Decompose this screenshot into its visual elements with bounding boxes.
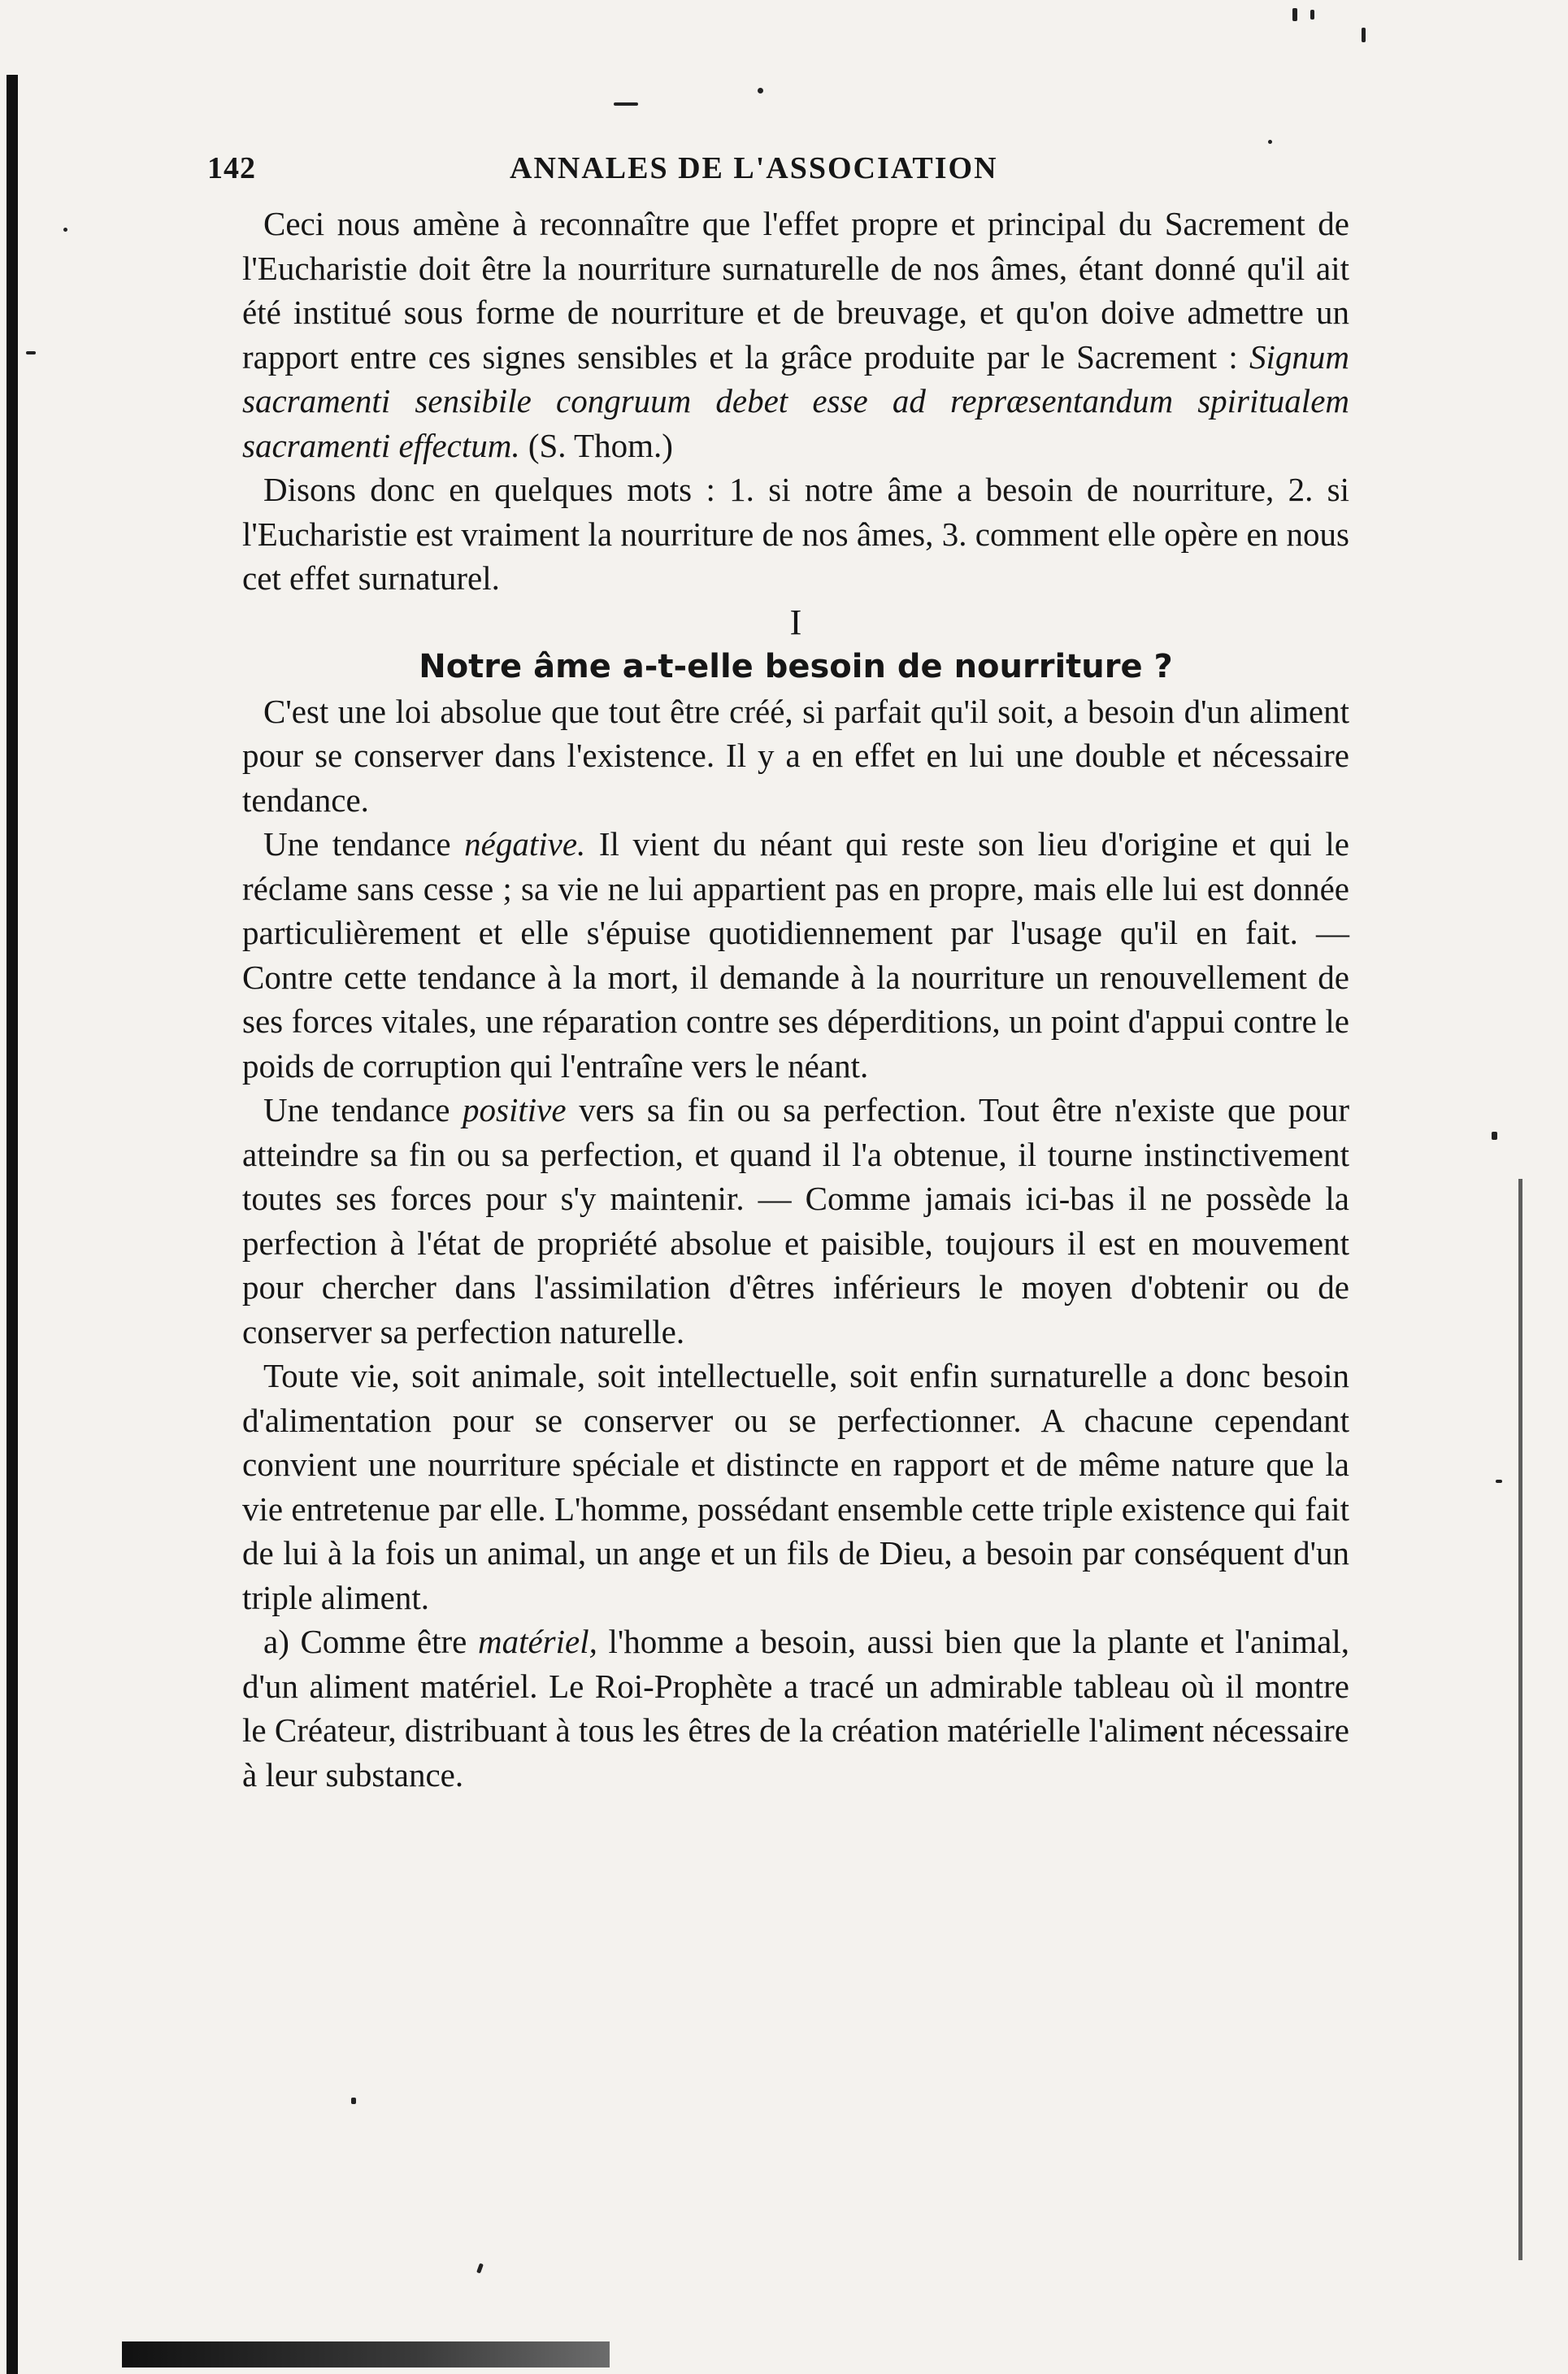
paragraph-5-post: vers sa fin ou sa perfection. Tout être n'existe que pour atteindre sa fin ou sa perfection, et quand il l'a obtenue, il tourne instinctivement toutes ses forces pour s'y maintenir. — Comme jamais ici-bas il ne possède la perfection à l'état de propriété absolue et paisible, toujours il est en mouvement pour chercher dans l'assimilation d'êtres inférieurs le moyen d'obtenir ou de conserver sa perfection naturelle. [242,1091,1349,1350]
paragraph-1 [242,202,1349,467]
scan-speck [63,228,67,232]
paragraph-7-post: l'homme a besoin, aussi bien que la plante et l'animal, d'un aliment matériel. Le Roi-Prophète a tracé un admirable tableau où il montre le Créateur, distribuant à tous les êtres de la création matérielle l'aliment nécessaire à leur substance. [242,1623,1349,1794]
paragraph-4-pre: Une tendance [263,825,465,863]
paragraph-5 [242,1088,1349,1354]
scan-speck [614,102,638,106]
running-head: ANNALES DE L'ASSOCIATION [510,151,998,185]
page-number: 142 [207,151,256,185]
paragraph-2: Disons donc en quelques mots : 1. si notre âme a besoin de nourriture, 2. si l'Eucharistie est vraiment la nourriture de nos âmes, 3. comment elle opère en nous cet effet surnaturel. [242,471,1349,597]
latin-quote: Signum sacramenti sensibile congruum debet esse ad repræsentandum spiritualem sacramenti effectum. [242,337,1349,464]
body-text [242,202,1349,1797]
left-scan-border [7,75,18,2374]
scan-speck [476,2263,484,2274]
paragraph-4 [242,822,1349,1088]
paragraph-6: Toute vie, soit animale, soit intellectuelle, soit enfin surnaturelle a donc besoin d'alimentation pour se conserver ou se perfectionner. A chacune cependant convient une nourriture spéciale et distincte en rapport et de même nature que la vie entretenue par elle. L'homme, possédant ensemble cette triple existence qui fait de lui à la fois un animal, un ange et un fils de Dieu, a besoin par conséquent d'un triple aliment. [242,1357,1349,1616]
paragraph-4-italic: négative. [464,825,586,863]
paragraph-4-post: Il vient du néant qui reste son lieu d'origine et qui le réclame sans cesse ; sa vie ne lui appartient pas en propre, mais elle lui est donnée particulièrement et elle s'épuise quotidiennement par l'usage qu'il en fait. — Contre cette tendance à la mort, il demande à la nourriture un renouvellement de ses forces vitales, une réparation contre ses déperditions, un point d'appui contre le poids de corruption qui l'entraîne vers le néant. [242,825,1349,1085]
scan-speck [351,2098,356,2104]
scan-speck [758,88,763,93]
bottom-scan-band [122,2341,610,2367]
scan-speck [1362,28,1366,42]
right-scan-border [1518,1179,1522,2260]
scan-speck [1496,1480,1502,1483]
page-header [207,150,1345,199]
quote-source: (S. Thom.) [519,426,673,464]
paragraph-7-pre: a) Comme être [263,1623,478,1660]
paragraph-7-italic: matériel, [477,1623,597,1660]
paragraph-1-text: Ceci nous amène à reconnaître que l'effet propre et principal du Sacrement de l'Eucharistie doit être la nourriture surnaturelle de nos âmes, étant donné qu'il ait été institué sous forme de nourriture et de breuvage, et qu'on doive admettre un rapport entre ces signes sensibles et la grâce produite par le Sacrement : [242,205,1349,376]
scan-speck [1492,1132,1497,1140]
paragraph-3: C'est une loi absolue que tout être créé, si parfait qu'il soit, a besoin d'un aliment pour se conserver dans l'existence. Il y a en effet en lui une double et nécessaire tendance. [242,692,1349,819]
paragraph-5-italic: positive [463,1091,567,1128]
paragraph-5-pre: Une tendance [263,1091,463,1128]
scan-speck [1292,8,1297,21]
section-number: I [789,602,802,642]
scan-speck [1268,140,1272,144]
section-title: Notre âme a-t-elle besoin de nourriture ? [419,648,1173,685]
paragraph-7 [242,1620,1349,1797]
scan-speck [26,351,36,354]
scan-speck [1310,10,1314,20]
